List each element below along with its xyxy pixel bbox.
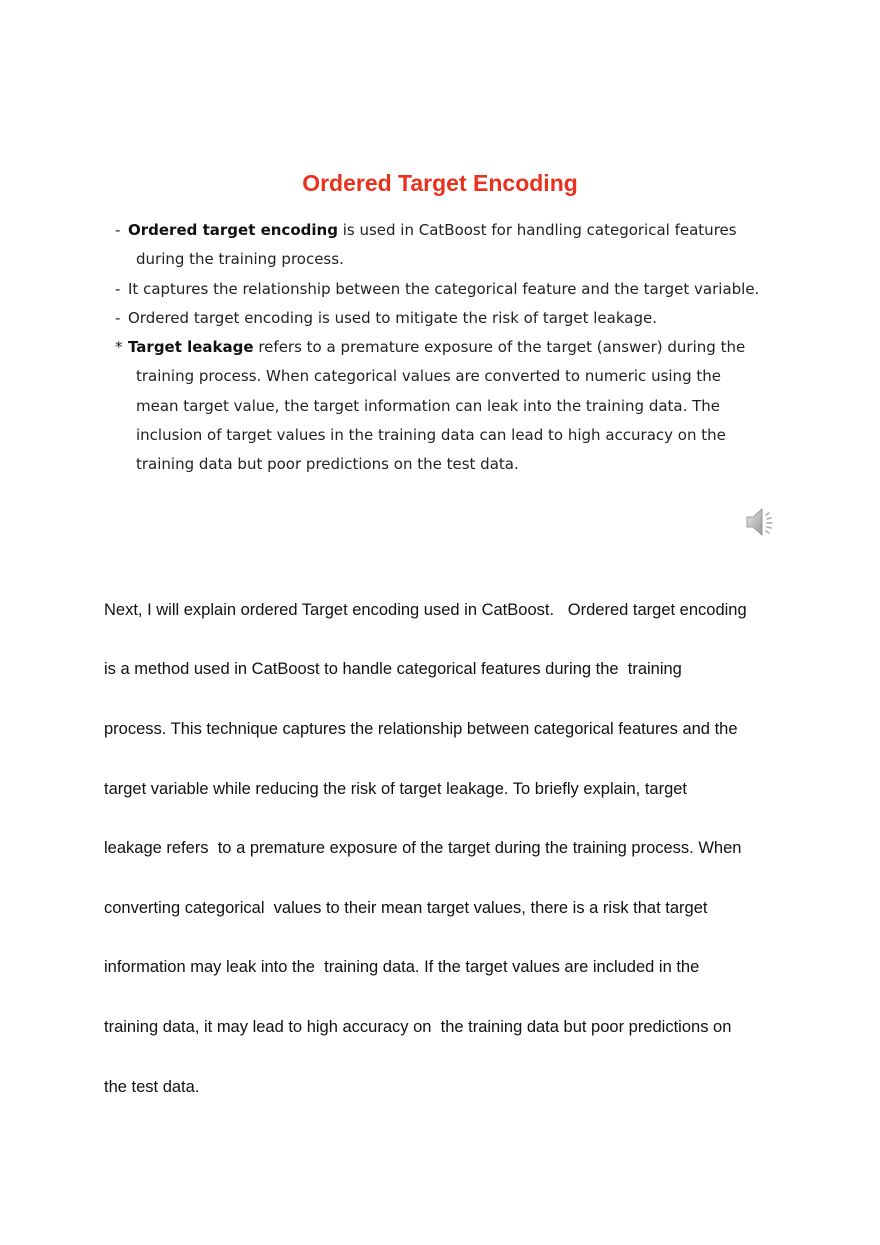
speaker-icon[interactable] <box>744 505 780 539</box>
bullet-bold-term: Target leakage <box>128 338 254 357</box>
narration-line: is a method used in CatBoost to handle categorical features during the training <box>104 660 682 679</box>
bullet-text: It captures the relationship between the categorical feature and the target variable. <box>128 279 760 298</box>
bullet-marker: - <box>115 279 121 298</box>
bullet-continuation: training process. When categorical values are converted to numeric using the <box>136 367 721 386</box>
narration-text <box>104 566 784 1132</box>
bullet-continuation: inclusion of target values in the training data can lead to high accuracy on the <box>136 426 726 445</box>
narration-line: process. This technique captures the relationship between categorical features and the <box>104 719 738 738</box>
bullet-point <box>115 216 795 275</box>
bullet-bold-term: Ordered target encoding <box>128 221 338 239</box>
bullet-text <box>128 216 795 275</box>
narration-line: leakage refers to a premature exposure of the target during the training process. When <box>104 839 742 858</box>
narration-line: the test data. <box>104 1077 200 1096</box>
narration-line: training data, it may lead to high accuracy on the training data but poor predictions on <box>104 1017 732 1036</box>
narration-line: Next, I will explain ordered Target encoding used in CatBoost. Ordered target encoding <box>104 600 747 619</box>
bullet-point <box>115 333 795 479</box>
bullet-point <box>115 304 795 333</box>
bullet-continuation: training data but poor predictions on the test data. <box>136 455 519 474</box>
bullet-text-rest: refers to a premature exposure of the target (answer) during the <box>253 338 746 357</box>
bullet-point <box>115 275 795 304</box>
bullet-text-rest: is used in CatBoost for handling categorical features <box>337 221 737 239</box>
slide-body <box>115 216 795 480</box>
narration-line: converting categorical values to their mean target values, there is a risk that target <box>104 898 708 917</box>
narration-line: information may leak into the training data. If the target values are included in the <box>104 958 700 977</box>
bullet-continuation: mean target value, the target information can leak into the training data. The <box>136 396 721 415</box>
bullet-text: Ordered target encoding is used to mitigate the risk of target leakage. <box>128 308 657 327</box>
narration-line: target variable while reducing the risk of target leakage. To briefly explain, target <box>104 779 688 798</box>
bullet-text <box>128 333 795 479</box>
slide-title: Ordered Target Encoding <box>302 170 578 196</box>
bullet-marker: - <box>115 221 121 239</box>
bullet-marker: - <box>115 308 121 327</box>
bullet-marker: * <box>115 338 123 357</box>
bullet-continuation: during the training process. <box>136 250 344 269</box>
